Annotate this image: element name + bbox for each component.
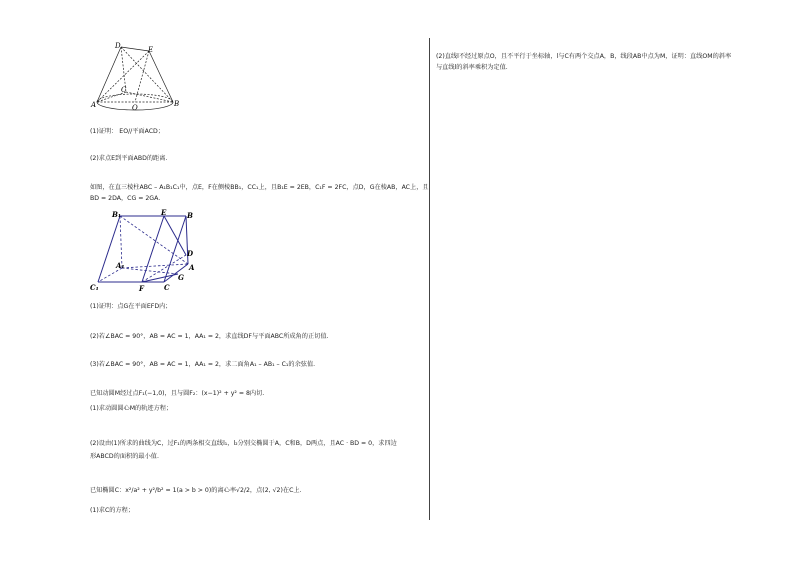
fig2-label-F: F (139, 284, 144, 293)
figure-prism (90, 208, 200, 294)
p3-part2-line1: (2)设由(1)所求的曲线为C，过F₁的两条相交直线l₁，l₂分别交椭圆于A，C和B，D两点，且AC · BD = 0，求四边 (90, 440, 397, 447)
column-divider (429, 38, 430, 520)
fig1-label-B: B (174, 100, 180, 108)
right-line1: (2)直线l不经过原点O，且不平行于坐标轴，l与C有两个交点A，B，线段AB中点为M，证明：直线OM的斜率 (436, 53, 732, 60)
right-line2: 与直线l的斜率乘积为定值. (436, 64, 508, 71)
p1-part2: (2)求点E到平面ABD的距离. (90, 155, 168, 162)
fig1-label-A: A (91, 101, 97, 109)
p1-part1: (1)证明： EO//平面ACD； (90, 128, 165, 135)
fig1-label-C: C (121, 86, 127, 94)
p3-stem: 已知动圆M经过点F₁(−1,0)，且与圆F₂：(x−1)² + y² = 8内切. (90, 390, 265, 397)
p2-stem-line2: BD = 2DA，CG = 2GA. (90, 195, 161, 202)
p3-part1: (1)求动圆圆心M的轨迹方程； (90, 405, 173, 412)
fig2-label-A: A (189, 263, 195, 272)
fig1-label-O: O (132, 104, 138, 112)
fig1-label-D: D (115, 42, 121, 50)
fig2-label-G: G (178, 273, 184, 282)
fig2-label-E: E (161, 208, 167, 217)
p2-part1: (1)证明：点G在平面EFD内； (90, 303, 172, 310)
p4-stem: 已知椭圆C：x²/a² + y²/b² = 1(a > b > 0)的离心率√2/2，点(2, √2)在C上. (90, 487, 302, 494)
fig2-label-D: D (187, 249, 194, 258)
fig2-label-C: C (164, 283, 170, 292)
fig2-label-B: B (187, 211, 193, 220)
fig2-label-A1: A₁ (116, 261, 125, 270)
p2-stem-line1: 如图，在直三棱柱ABC – A₁B₁C₁中，点E，F在侧棱BB₁，CC₁上，且B₁E = 2EB，C₁F = 2FC，点D，G在棱AB，AC上，且 (90, 184, 429, 191)
p2-part2: (2)若∠BAC = 90°，AB = AC = 1，AA₁ = 2，求直线DF与平面ABC所成角的正切值. (90, 333, 329, 340)
fig2-label-B1: B₁ (112, 210, 121, 219)
figure-cone (90, 40, 180, 112)
p2-part3: (3)若∠BAC = 90°，AB = AC = 1，AA₁ = 2，求二面角A₁ – AB₁ – C₁的余弦值. (90, 361, 316, 368)
fig2-label-C1: C₁ (90, 283, 99, 292)
fig1-label-E: E (148, 46, 154, 54)
p3-part2-line2: 形ABCD的面积的最小值. (90, 453, 159, 460)
p4-part1: (1)求C的方程； (90, 507, 135, 514)
